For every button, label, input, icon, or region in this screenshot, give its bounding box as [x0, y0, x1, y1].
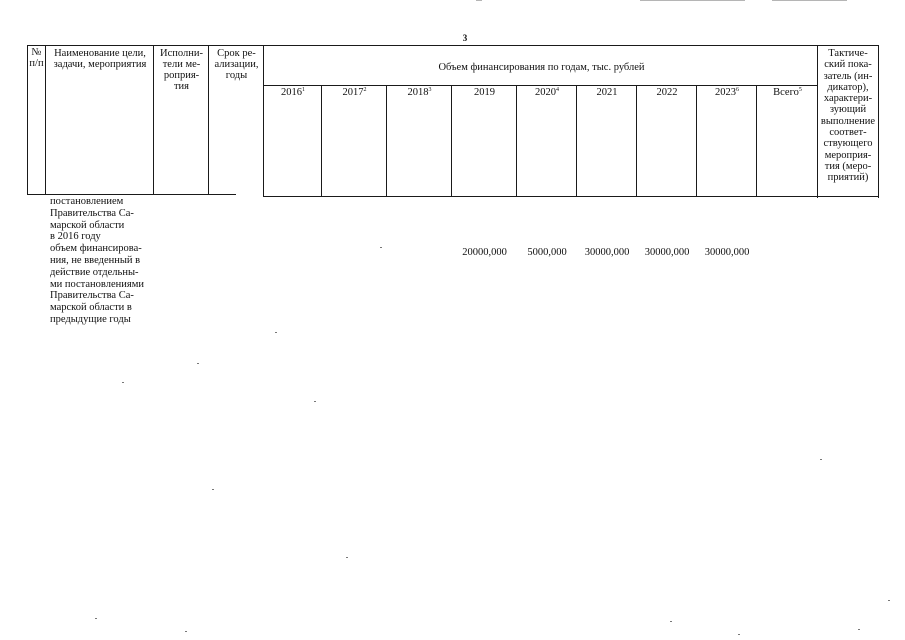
year-label: 2020 — [535, 87, 556, 98]
scan-speck — [738, 634, 740, 635]
header-line: мероприя- — [824, 149, 872, 161]
year-header — [757, 87, 818, 98]
header-line: зующий — [829, 104, 867, 116]
header-line: выполнение — [820, 115, 876, 127]
description-line: объем финансирова- — [50, 243, 142, 255]
header-line: роприя- — [163, 70, 200, 81]
table-border — [263, 196, 879, 197]
year-footnote: 1 — [302, 87, 305, 93]
column-divider — [451, 85, 452, 197]
year-footnote: 3 — [428, 87, 432, 93]
header-indicator — [818, 48, 878, 184]
scan-speck — [122, 382, 124, 383]
table-border — [27, 194, 236, 195]
year-footnote: 6 — [736, 87, 739, 93]
funding-value-2021: 30000,000 — [584, 247, 630, 258]
header-line: затель (ин- — [823, 70, 873, 82]
year-header — [637, 87, 697, 98]
description-line: Правительства Са- — [50, 207, 134, 219]
scan-speck — [380, 247, 382, 248]
year-header — [517, 87, 577, 98]
header-line: дикатор), — [827, 81, 869, 93]
funding-subheader-line — [263, 85, 818, 86]
header-line: Исполни- — [160, 48, 203, 59]
scan-speck — [275, 332, 277, 333]
scan-artifact-line — [640, 0, 745, 1]
year-label: Всего — [773, 87, 799, 98]
header-name — [46, 48, 154, 70]
year-label: 2021 — [596, 87, 618, 98]
page-number: 3 — [462, 33, 468, 43]
scan-speck — [314, 401, 316, 402]
year-header — [577, 87, 637, 98]
year-label: 2019 — [474, 87, 495, 98]
header-line: тели ме- — [162, 59, 201, 70]
description-line: Правительства Са- — [50, 290, 134, 302]
year-footnote: 5 — [798, 87, 802, 93]
header-executor — [154, 48, 209, 92]
header-line: соответ- — [829, 127, 867, 139]
year-label: 2016 — [281, 87, 302, 98]
funding-value-2020: 5000,000 — [527, 247, 567, 258]
column-divider — [516, 85, 517, 197]
funding-value-2023: 30000,000 — [704, 247, 750, 258]
scan-speck — [95, 618, 97, 619]
year-header — [322, 87, 387, 98]
header-line: приятий) — [827, 172, 869, 184]
column-divider — [756, 85, 757, 197]
funding-value-2022: 30000,000 — [644, 247, 690, 258]
header-line: характери- — [823, 93, 873, 105]
header-line: ализации, — [214, 59, 259, 70]
year-footnote: 2 — [363, 87, 367, 93]
scan-speck — [858, 629, 860, 630]
scan-speck — [185, 631, 187, 632]
header-number — [27, 47, 46, 69]
header-line: ствующего — [823, 138, 873, 150]
funding-value-2019: 20000,000 — [462, 247, 507, 258]
header-funding: Объем финансирования по годам, тыс. рублей — [438, 62, 645, 73]
year-header — [452, 87, 517, 98]
scan-speck — [888, 600, 890, 601]
header-line: тия (меро- — [824, 160, 872, 172]
year-label: 2017 — [342, 87, 364, 98]
column-divider — [386, 85, 387, 197]
header-line: задачи, мероприятия — [53, 59, 147, 70]
scan-speck — [346, 557, 348, 558]
column-divider — [636, 85, 637, 197]
description-line: ния, не введенный в — [50, 254, 141, 266]
scan-speck — [212, 489, 214, 490]
header-line: Тактиче- — [828, 48, 868, 59]
header-line: годы — [225, 70, 248, 81]
description-line: марской области в — [50, 302, 132, 314]
header-line: № — [31, 47, 42, 58]
column-divider — [696, 85, 697, 197]
description-line: в 2016 году — [50, 231, 101, 243]
header-line: ский пока- — [824, 59, 872, 71]
year-header — [264, 87, 322, 98]
header-line: Наименование цели, — [54, 48, 146, 59]
scan-speck — [670, 621, 672, 622]
description-line: марской области — [50, 219, 125, 231]
scan-artifact-line — [772, 0, 847, 1]
year-label: 2022 — [656, 87, 678, 98]
header-line: Срок ре- — [217, 48, 256, 59]
table-border — [878, 45, 879, 198]
scan-artifact-line — [476, 0, 482, 1]
year-header — [697, 87, 757, 98]
table-border — [27, 45, 879, 46]
description-line: постановлением — [50, 196, 124, 207]
description-line: действие отдельны- — [50, 266, 139, 278]
header-line: п/п — [29, 58, 44, 69]
scan-speck — [197, 363, 199, 364]
description-line: предыдущие годы — [50, 313, 131, 325]
year-label: 2023 — [715, 87, 736, 98]
column-divider — [321, 85, 322, 197]
header-line: тия — [173, 81, 190, 92]
row-description — [50, 196, 144, 326]
year-footnote: 4 — [556, 87, 559, 93]
column-divider — [576, 85, 577, 197]
header-term — [209, 48, 264, 81]
year-label: 2018 — [407, 87, 429, 98]
scan-speck — [820, 459, 822, 460]
year-header — [387, 87, 452, 98]
description-line: ми постановлениями — [50, 278, 144, 290]
